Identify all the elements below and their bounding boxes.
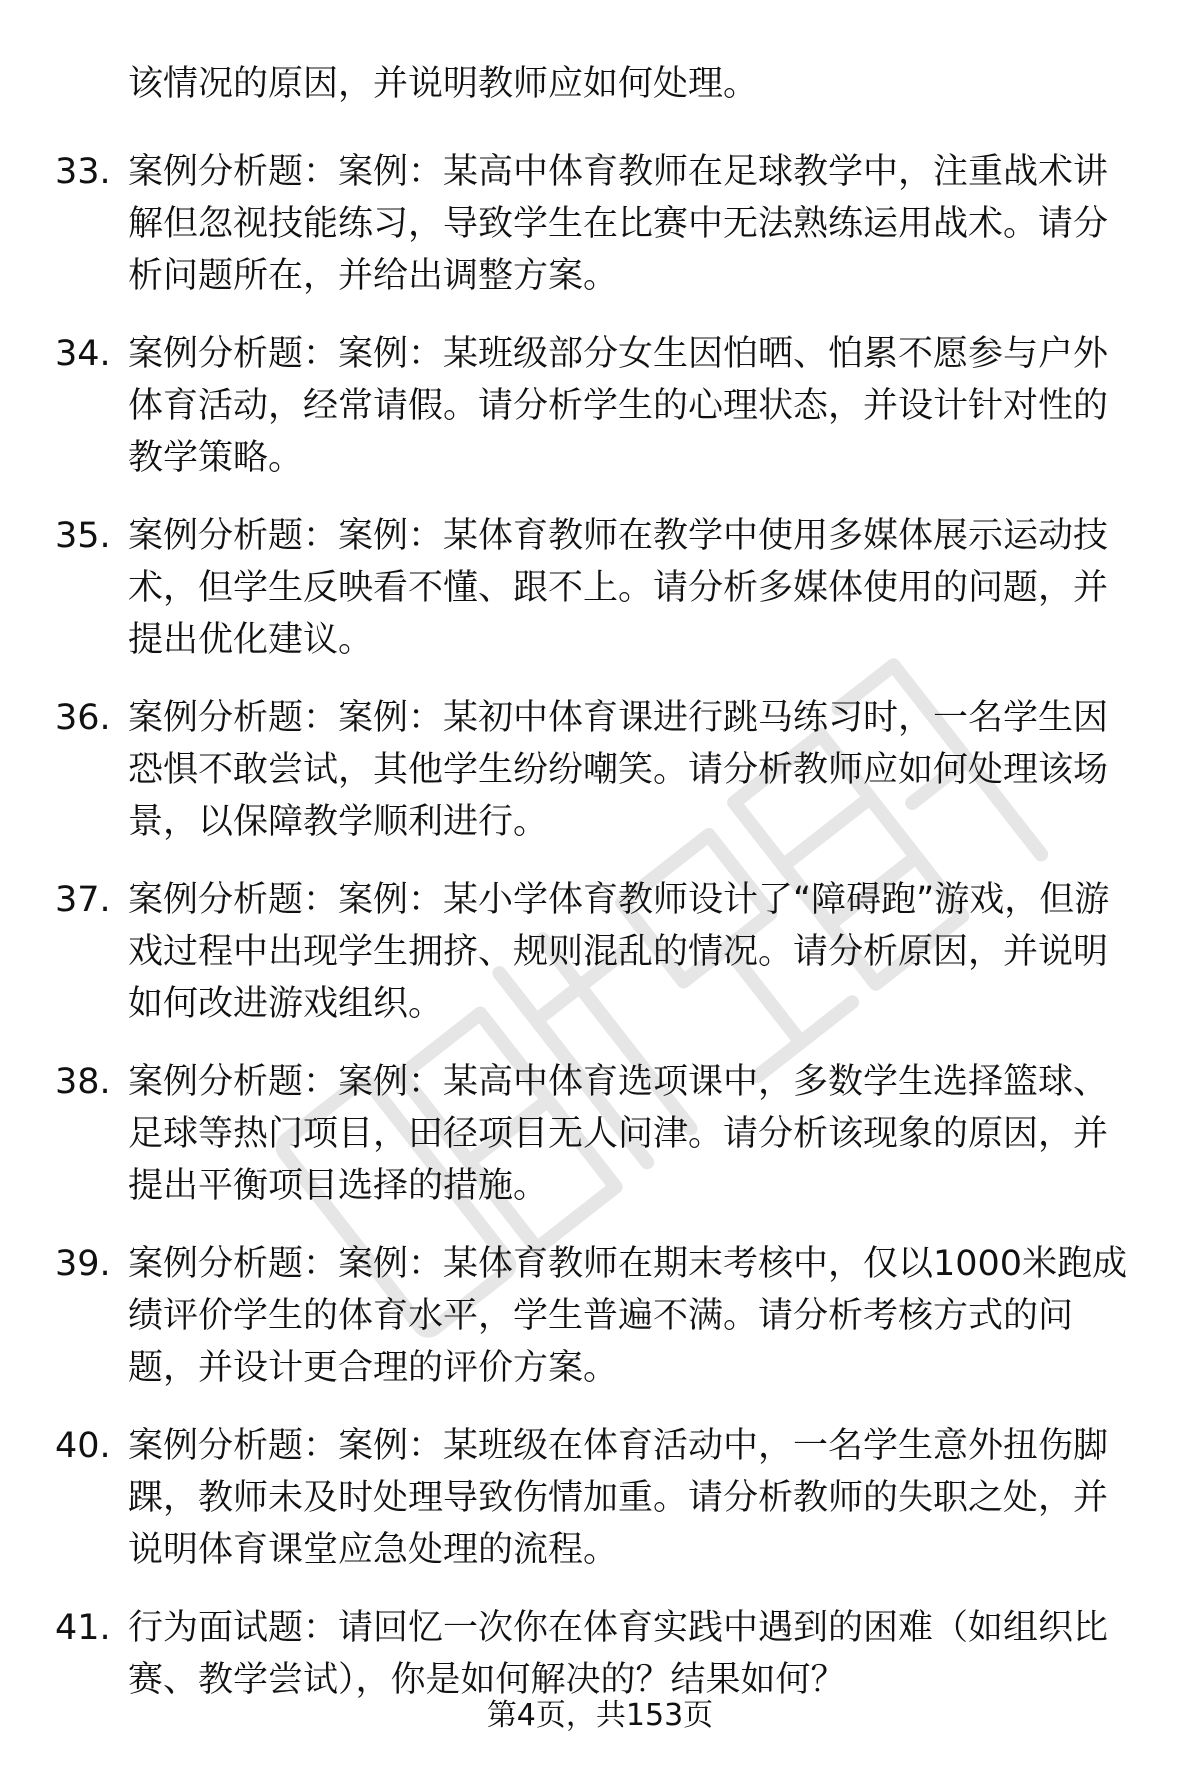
question-number: 38.: [55, 1062, 111, 1102]
question-text: 案例分析题：案例：某高中体育教师在足球教学中，注重战术讲解但忽视技能练习，导致学生在比赛中无法熟练运用战术。请分析问题所在，并给出调整方案。: [128, 152, 1109, 296]
question-item: [0, 146, 1200, 328]
question-number: 37.: [55, 880, 111, 920]
question-text: 案例分析题：案例：某体育教师在教学中使用多媒体展示运动技术，但学生反映看不懂、跟不上。请分析多媒体使用的问题，并提出优化建议。: [128, 516, 1109, 660]
question-text: 案例分析题：案例：某高中体育选项课中，多数学生选择篮球、足球等热门项目，田径项目无人问津。请分析该现象的原因，并提出平衡项目选择的措施。: [128, 1062, 1109, 1206]
question-item: [0, 1238, 1200, 1420]
question-text: 行为面试题：请回忆一次你在体育实践中遇到的困难（如组织比赛、教学尝试），你是如何解决的？结果如何？: [128, 1608, 1109, 1700]
question-text: 案例分析题：案例：某班级部分女生因怕晒、怕累不愿参与户外体育活动，经常请假。请分析学生的心理状态，并设计针对性的教学策略。: [128, 334, 1109, 478]
question-number: 40.: [55, 1426, 111, 1466]
question-item: [0, 874, 1200, 1056]
question-number: 41.: [55, 1608, 111, 1648]
question-text: 案例分析题：案例：某初中体育课进行跳马练习时，一名学生因恐惧不敢尝试，其他学生纷纷嘲笑。请分析教师应如何处理该场景，以保障教学顺利进行。: [128, 698, 1109, 842]
question-item: [0, 1602, 1200, 1784]
continuation-text: 该情况的原因，并说明教师应如何处理。: [128, 64, 759, 104]
question-number: 36.: [55, 698, 111, 738]
question-number: 39.: [55, 1244, 111, 1284]
question-text: 案例分析题：案例：某小学体育教师设计了“障碍跑”游戏，但游戏过程中出现学生拥挤、规则混乱的情况。请分析原因，并说明如何改进游戏组织。: [128, 880, 1110, 1024]
question-number: 35.: [55, 516, 111, 556]
question-number: 34.: [55, 334, 111, 374]
question-list: [0, 146, 1200, 1784]
question-item: [0, 692, 1200, 874]
question-number: 33.: [55, 152, 111, 192]
question-text: 案例分析题：案例：某班级在体育活动中，一名学生意外扭伤脚踝，教师未及时处理导致伤情加重。请分析教师的失职之处，并说明体育课堂应急处理的流程。: [128, 1426, 1109, 1570]
question-item: [0, 1056, 1200, 1238]
question-item: [0, 328, 1200, 510]
page-footer: 第4页，共153页: [486, 1698, 714, 1733]
question-item: [0, 510, 1200, 692]
question-item: [0, 1420, 1200, 1602]
question-text: 案例分析题：案例：某体育教师在期末考核中，仅以1000米跑成绩评价学生的体育水平，学生普遍不满。请分析考核方式的问题，并设计更合理的评价方案。: [128, 1244, 1128, 1388]
